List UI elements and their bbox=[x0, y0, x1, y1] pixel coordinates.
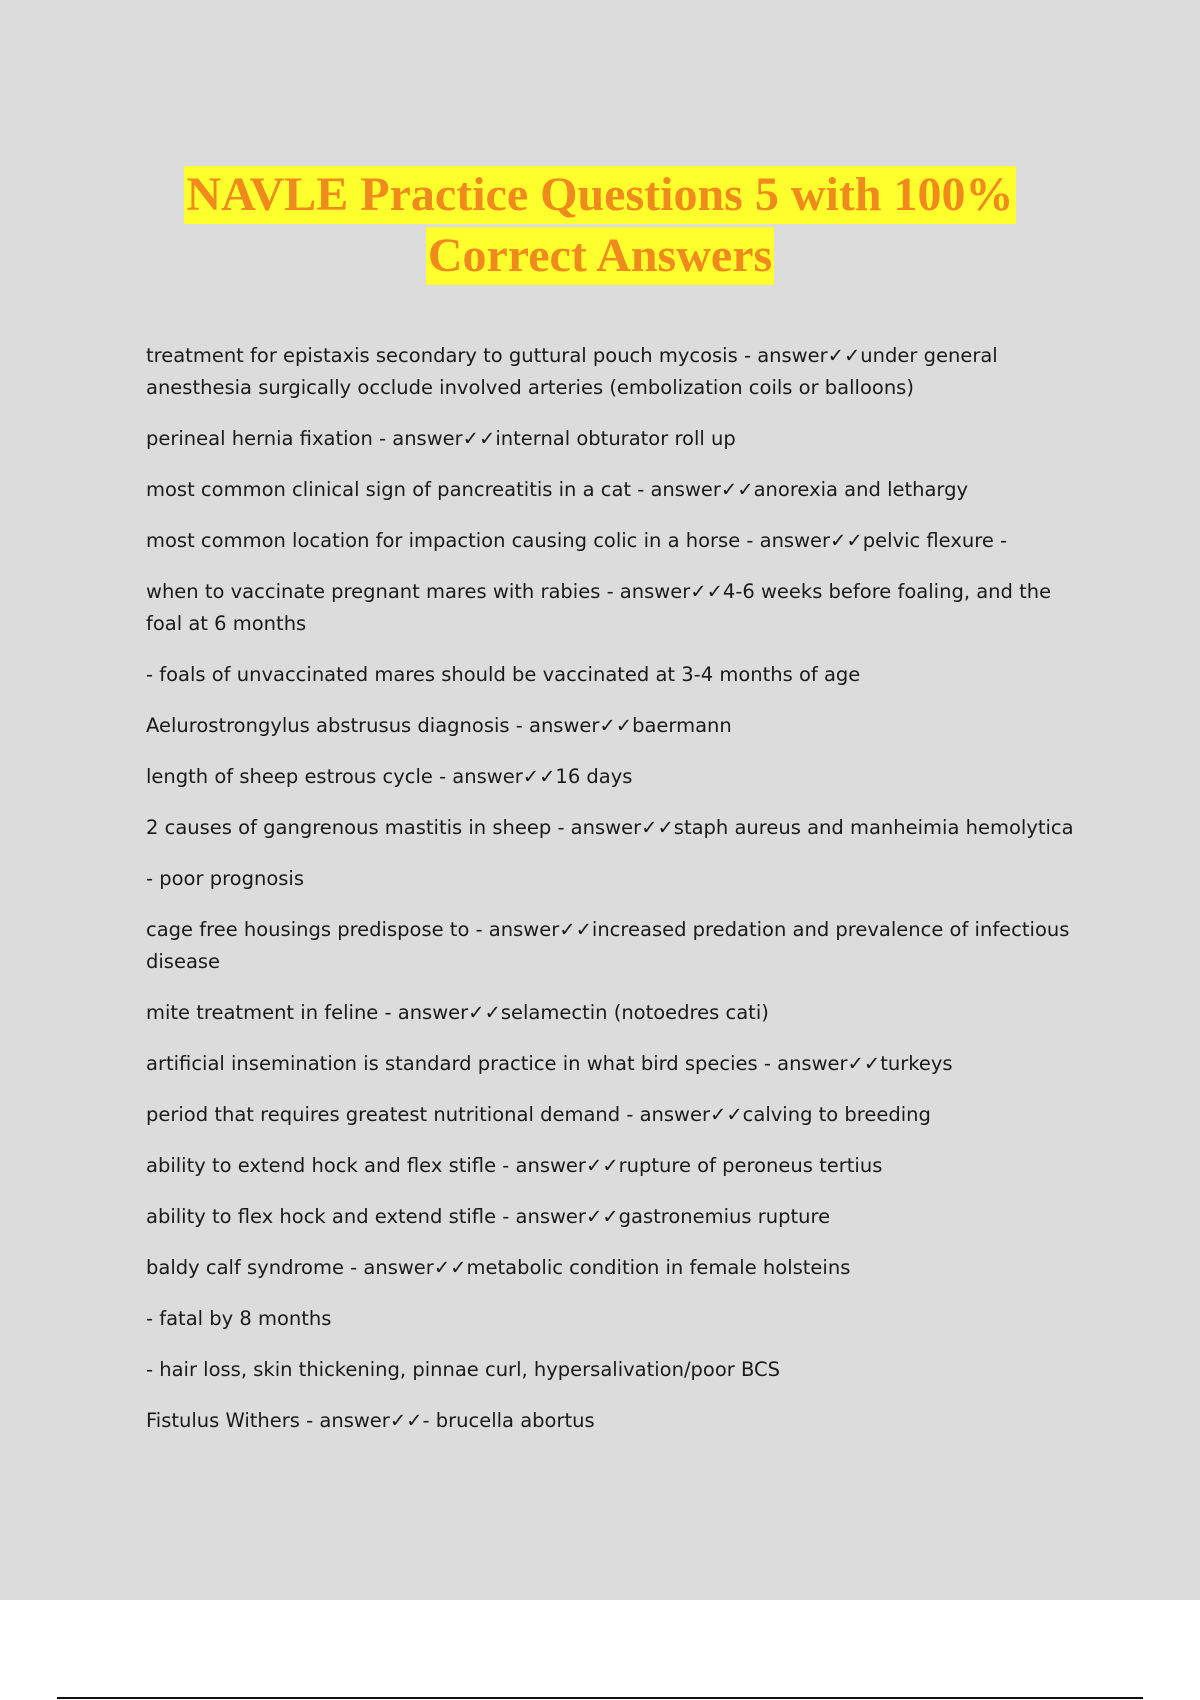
title-line-1: NAVLE Practice Questions 5 with 100% bbox=[184, 166, 1015, 224]
entry-text: length of sheep estrous cycle - answer✓✓16 days bbox=[146, 765, 633, 788]
qa-entry bbox=[146, 812, 1086, 844]
page-title bbox=[0, 166, 1200, 288]
entry-text: - hair loss, skin thickening, pinnae curl, hypersalivation/poor BCS bbox=[146, 1358, 781, 1381]
entry-text: when to vaccinate pregnant mares with rabies - answer✓✓4-6 weeks before foaling, and the bbox=[146, 580, 1052, 603]
qa-entry bbox=[146, 1354, 1086, 1386]
qa-entry bbox=[146, 1405, 1086, 1437]
entry-text: Aelurostrongylus abstrusus diagnosis - answer✓✓baermann bbox=[146, 714, 732, 737]
entry-text: mite treatment in feline - answer✓✓selamectin (notoedres cati) bbox=[146, 1001, 769, 1024]
qa-entry bbox=[146, 1303, 1086, 1335]
entry-text-continued: foal at 6 months bbox=[146, 612, 307, 635]
qa-entry bbox=[146, 576, 1086, 640]
qa-entry bbox=[146, 1252, 1086, 1284]
qa-entry bbox=[146, 1150, 1086, 1182]
qa-entry bbox=[146, 1099, 1086, 1131]
qa-list bbox=[146, 340, 1086, 1456]
entry-text: Fistulus Withers - answer✓✓- brucella abortus bbox=[146, 1409, 595, 1432]
qa-entry bbox=[146, 525, 1086, 557]
entry-text: most common location for impaction causing colic in a horse - answer✓✓pelvic flexure - bbox=[146, 529, 1008, 552]
entry-text: 2 causes of gangrenous mastitis in sheep - answer✓✓staph aureus and manheimia hemolytica bbox=[146, 816, 1074, 839]
entry-text: - foals of unvaccinated mares should be vaccinated at 3-4 months of age bbox=[146, 663, 861, 686]
qa-entry bbox=[146, 914, 1086, 978]
entry-text-continued: disease bbox=[146, 950, 221, 973]
entry-text: cage free housings predispose to - answer✓✓increased predation and prevalence of infectious bbox=[146, 918, 1070, 941]
entry-text-continued: anesthesia surgically occlude involved arteries (embolization coils or balloons) bbox=[146, 376, 914, 399]
entry-text: artificial insemination is standard practice in what bird species - answer✓✓turkeys bbox=[146, 1052, 953, 1075]
entry-text: - fatal by 8 months bbox=[146, 1307, 332, 1330]
entry-text: ability to extend hock and flex stifle - answer✓✓rupture of peroneus tertius bbox=[146, 1154, 883, 1177]
entry-text: perineal hernia fixation - answer✓✓internal obturator roll up bbox=[146, 427, 736, 450]
qa-entry bbox=[146, 997, 1086, 1029]
entry-text: period that requires greatest nutritional demand - answer✓✓calving to breeding bbox=[146, 1103, 931, 1126]
footer-divider bbox=[57, 1697, 1143, 1699]
qa-entry bbox=[146, 474, 1086, 506]
qa-entry bbox=[146, 710, 1086, 742]
qa-entry bbox=[146, 423, 1086, 455]
entry-text: - poor prognosis bbox=[146, 867, 304, 890]
entry-text: baldy calf syndrome - answer✓✓metabolic condition in female holsteins bbox=[146, 1256, 851, 1279]
entry-text: most common clinical sign of pancreatitis in a cat - answer✓✓anorexia and lethargy bbox=[146, 478, 969, 501]
qa-entry bbox=[146, 659, 1086, 691]
qa-entry bbox=[146, 1201, 1086, 1233]
title-line-2: Correct Answers bbox=[426, 227, 774, 285]
entry-text: treatment for epistaxis secondary to guttural pouch mycosis - answer✓✓under general bbox=[146, 344, 998, 367]
qa-entry bbox=[146, 863, 1086, 895]
qa-entry bbox=[146, 1048, 1086, 1080]
qa-entry bbox=[146, 761, 1086, 793]
qa-entry bbox=[146, 340, 1086, 404]
entry-text: ability to flex hock and extend stifle - answer✓✓gastronemius rupture bbox=[146, 1205, 831, 1228]
